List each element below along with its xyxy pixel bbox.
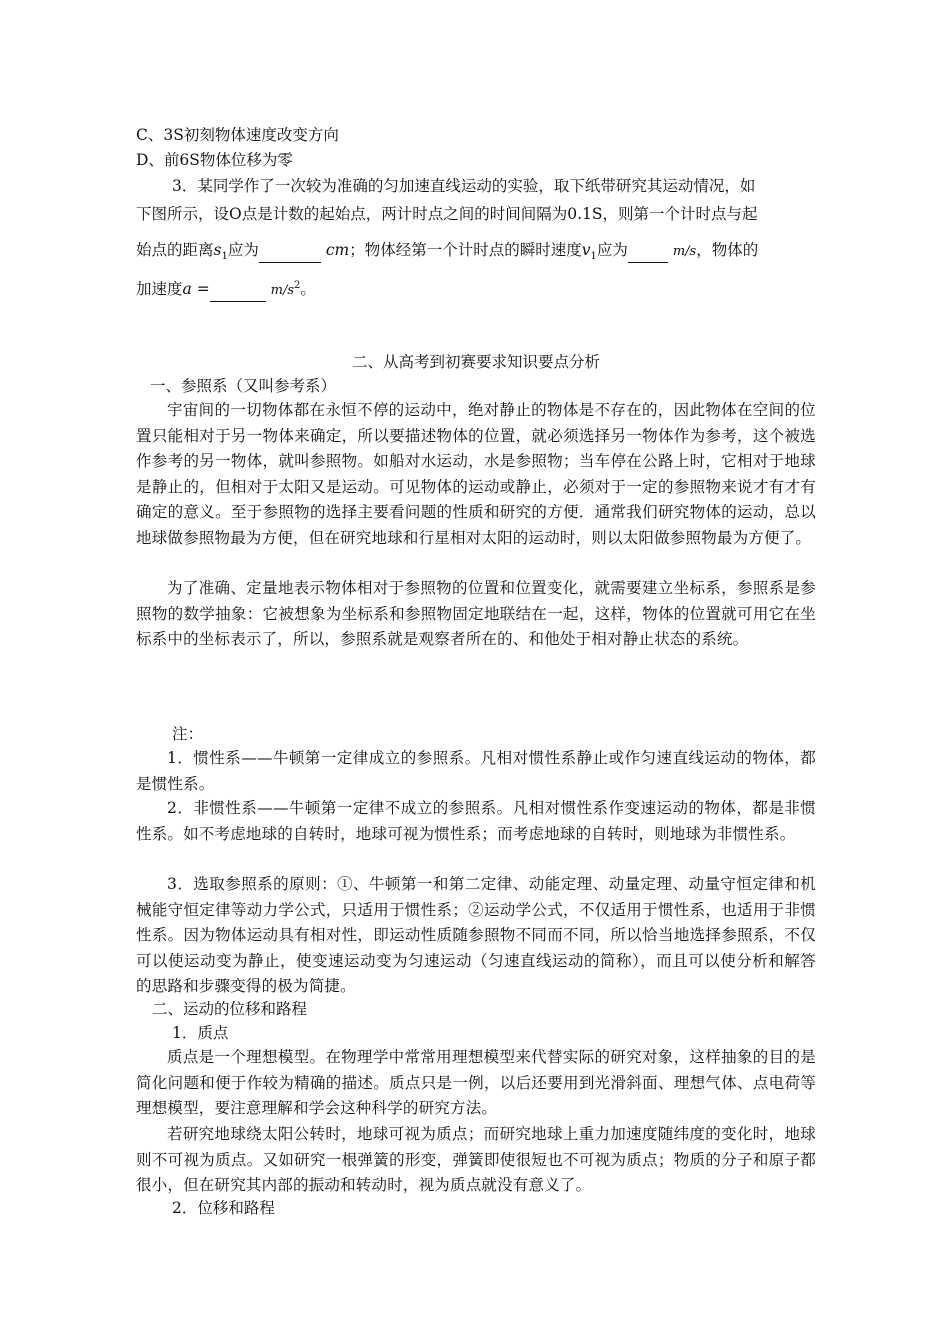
s1-symbol: s: [213, 241, 222, 259]
q3-text: 应为: [596, 241, 628, 259]
q3-text: 。: [300, 280, 316, 299]
answer-blank-a: [210, 277, 266, 302]
q3-text: 始点的距离: [136, 241, 214, 259]
q3-text: ；物体经第一个计时点的瞬时速度: [349, 241, 582, 259]
question-3-line-2: 下图所示，设O点是计数的起始点，两计时点之间的时间间隔为0.1S，则第一个计时点与起: [136, 205, 758, 223]
note-3: 3．选取参照系的原则：①、牛顿第一和第二定律、动能定理、动量定理、动量守恒定律和机械能守恒定律等动力学公式，只适用于惯性系；②运动学公式，不仅适用于惯性系，也适用于非惯性系。因为物体运动具有相对性，即运动性质随参照物不同而不同，所以恰当地选择参照系，不仅可以使运动变为静止，使变速运动变为匀速运动（匀速直线运动的简称），而且可以使分析和解答的思路和步骤变得的极为简捷。: [136, 875, 816, 995]
answer-blank-v1: [628, 238, 668, 263]
heading-particle: 1．质点: [172, 1024, 229, 1042]
unit-ms: m/s: [672, 244, 697, 259]
v1-subscript: 1: [590, 251, 597, 263]
paragraph-coordinate-system: 为了准确、定量地表示物体相对于参照物的位置和位置变化，就需要建立坐标系，参照系是参照物的数学抽象：它被想象为坐标系和参照物固定地联结在一起，这样，物体的位置就可用它在坐标系中的坐标表示了，所以，参照系就是观察者所在的、和他处于相对静止状态的系统。: [136, 579, 816, 648]
option-c: C、3S初刻物体速度改变方向: [136, 126, 339, 144]
v1-symbol: v: [581, 241, 591, 259]
option-d: D、前6S物体位移为零: [136, 151, 293, 169]
q3-text: 加速度: [136, 280, 183, 299]
a-symbol: a: [182, 280, 192, 299]
note-1: 1．惯性系——牛顿第一定律成立的参照系。凡相对惯性系静止或作匀速直线运动的物体，都是惯性系。: [136, 749, 816, 793]
unit-ms2-superscript: 2: [294, 280, 301, 291]
heading-displacement-and-path: 2．位移和路程: [172, 1199, 275, 1217]
q3-text: ，物体的: [696, 241, 759, 259]
unit-cm: cm: [325, 241, 350, 259]
q3-text: 应为: [227, 241, 259, 259]
note-label: 注：: [172, 725, 204, 743]
subsection-title-reference-frame: 一、参照系（又叫参考系）: [150, 377, 337, 395]
answer-blank-s1: [259, 238, 321, 263]
question-3-line-3: [136, 238, 816, 269]
paragraph-particle-model: 质点是一个理想模型。在物理学中常常用理想模型来代替实际的研究对象，这样抽象的目的是简化问题和便于作较为精确的描述。质点只是一例，以后还要用到光滑斜面、理想气体、点电荷等理想模型，要注意理解和学会这种科学的研究方法。: [136, 1048, 816, 1117]
s1-subscript: 1: [221, 251, 228, 263]
question-3-line-1: 3．某同学作了一次较为准确的匀加速直线运动的实验，取下纸带研究其运动情况，如: [172, 177, 756, 195]
paragraph-reference-frame: 宇宙间的一切物体都在永恒不停的运动中，绝对静止的物体是不存在的，因此物体在空间的位置只能相对于另一物体来确定，所以要描述物体的位置，就必须选择另一物体作为参考，这个被选作参考的另一物体，就叫参照物。如船对水运动，水是参照物；当车停在公路上时，它相对于地球是静止的，但相对于太阳又是运动。可见物体的运动或静止，必须对于一定的参照物来说才有才有确定的意义。至于参照物的选择主要看问题的性质和研究的方便．通常我们研究物体的运动，总以地球做参照物最为方便，但在研究地球和行星相对太阳的运动时，则以太阳做参照物最为方便了。: [136, 401, 816, 547]
unit-ms2: m/s: [270, 283, 295, 299]
section-title: 二、从高考到初赛要求知识要点分析: [351, 353, 600, 371]
paragraph-particle-examples: 若研究地球绕太阳公转时，地球可视为质点；而研究地球上重力加速度随纬度的变化时，地球则不可视为质点。又如研究一根弹簧的形变，弹簧即使很短也不可视为质点；物质的分子和原子都很小，但在研究其内部的振动和转动时，视为质点就没有意义了。: [136, 1125, 816, 1194]
question-3-line-4: [136, 274, 816, 303]
note-2: 2．非惯性系——牛顿第一定律不成立的参照系。凡相对惯性系作变速运动的物体，都是非惯性系。如不考虑地球的自转时，地球可视为惯性系；而考虑地球的自转时，则地球为非惯性系。: [136, 799, 816, 843]
subsection-title-displacement: 二、运动的位移和路程: [152, 1000, 308, 1018]
equals-sign: =: [196, 280, 210, 299]
